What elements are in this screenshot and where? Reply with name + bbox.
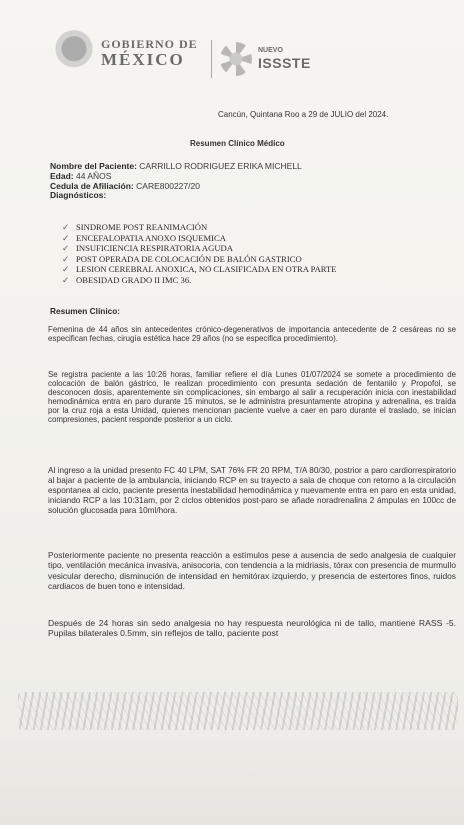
gob-line2: MÉXICO: [101, 50, 185, 69]
page-bottom-margin: [0, 740, 464, 825]
list-item: ✓ SINDROME POST REANIMACIÓN: [62, 222, 208, 232]
list-item: ✓ OBESIDAD GRADO II IMC 36.: [62, 274, 192, 285]
list-item: ✓ LESION CEREBRAL ANOXICA, NO CLASIFICADA EN OTRA PARTE: [62, 264, 337, 275]
diagnoses-list: [62, 222, 337, 286]
paragraph-history: Femenina de 44 años sin antecedentes crónico-degenerativos de importancia antecedente de 2 cesáreas no se especifican fechas, cirugía estética hace 29 años (no se especifica procedimiento).: [48, 325, 456, 344]
age-label: Edad:: [50, 170, 74, 181]
gob-line1: GOBIERNO DE: [101, 37, 198, 51]
issste-line2: ISSSTE: [258, 55, 311, 71]
affiliation-value: CARE800227/20: [136, 180, 200, 191]
paragraph-events: Se registra paciente a las 10:26 horas, familiar refiere el día Lunes 01/07/2024 se somete a procedimiento de colocación de balón gástrico, le realizan procedimiento con presunta sedación de fentanilo y Propofol, se desconocen dosis, aparentemente sin complicaciones, sin embargo al salir a recuperación inicia con inestabilidad hemodinámica entra en paro durante 15 minutos, se le administra presuntamente atropina y adrenalina, es traída por la cruz roja a esta Unidad, quienes mencionan paciente vuelve a caer en paro durante el traslado, se inician compresiones, pacient responde posterior a un ciclo.: [48, 370, 456, 425]
age-value: 44 AÑOS: [76, 170, 112, 181]
name-value: CARRILLO RODRIGUEZ ERIKA MICHELL: [139, 161, 302, 171]
patient-data: [50, 162, 302, 201]
name-label: Nombre del Paciente:: [50, 161, 137, 171]
issste-logo-text: [258, 47, 311, 71]
summary-heading: Resumen Clínico:: [50, 306, 121, 316]
issste-line1: NUEVO: [258, 47, 283, 54]
checkmark-icon: ✓: [62, 232, 70, 243]
list-item: ✓ ENCEFALOPATIA ANOXO ISQUEMICA: [62, 232, 226, 243]
paragraph-admission: Al ingreso a la unidad presento FC 40 LPM, SAT 76% FR 20 RPM, T/A 80/30, postrior a paro cardiorrespiratorio al bajar a paciente de la ambulancia, iniciando RCP en su trayecto a sala de choque con retorno a la circulación espontanea al ciclo, paciente presenta inestabilidad hemodinámica y nuevamente entra en paro en esta unidad, iniciando RCP a las 10:31am, por 2 ciclos obtenidos post-paro se añade noradrenalina 2 ámpulas en 100cc de solución glucosada para 10ml/hora.: [48, 466, 456, 515]
mexico-seal-icon: [54, 28, 94, 74]
list-item: ✓ POST OPERADA DE COLOCACIÓN DE BALÓN GASTRICO: [62, 253, 302, 264]
place-date: Cancún, Quintana Roo a 29 de JULIO del 2024.: [218, 110, 389, 119]
affiliation-label: Cedula de Afiliación:: [50, 180, 134, 191]
checkmark-icon: ✓: [62, 243, 70, 254]
logo-divider: [211, 40, 212, 78]
illegible-footer-text: [18, 692, 458, 730]
paragraph-exam: Posteriormente paciente no presenta reacción a estímulos pese a ausencia de sedo analgesia de cualquier tipo, ventilación mecánica invasiva, anisocoria, con tendencia a la midriasis, tórax con presencia de murmullo vesicular derecho, disminución de intensidad en hemitórax izquierdo, y presencia de estertores finos, ruidos cardiacos de buen tono e intensidad.: [48, 550, 456, 591]
gobierno-logo-text: [101, 38, 198, 69]
diagnostics-label: Diagnósticos:: [50, 190, 107, 201]
document-title: Resumen Clínico Médico: [190, 139, 285, 148]
list-item: ✓ INSUFICIENCIA RESPIRATORIA AGUDA: [62, 243, 233, 254]
checkmark-icon: ✓: [62, 253, 70, 264]
checkmark-icon: ✓: [62, 222, 70, 232]
checkmark-icon: ✓: [62, 264, 70, 275]
paragraph-evolution: Después de 24 horas sin sedo analgesia no hay respuesta neurológica ni de tallo, mantiene RASS -5. Pupilas bilaterales 0.5mm, sin reflejos de tallo, paciente post: [48, 618, 456, 639]
issste-emblem-icon: [220, 42, 252, 76]
checkmark-icon: ✓: [62, 274, 70, 285]
letterhead: [54, 28, 354, 80]
